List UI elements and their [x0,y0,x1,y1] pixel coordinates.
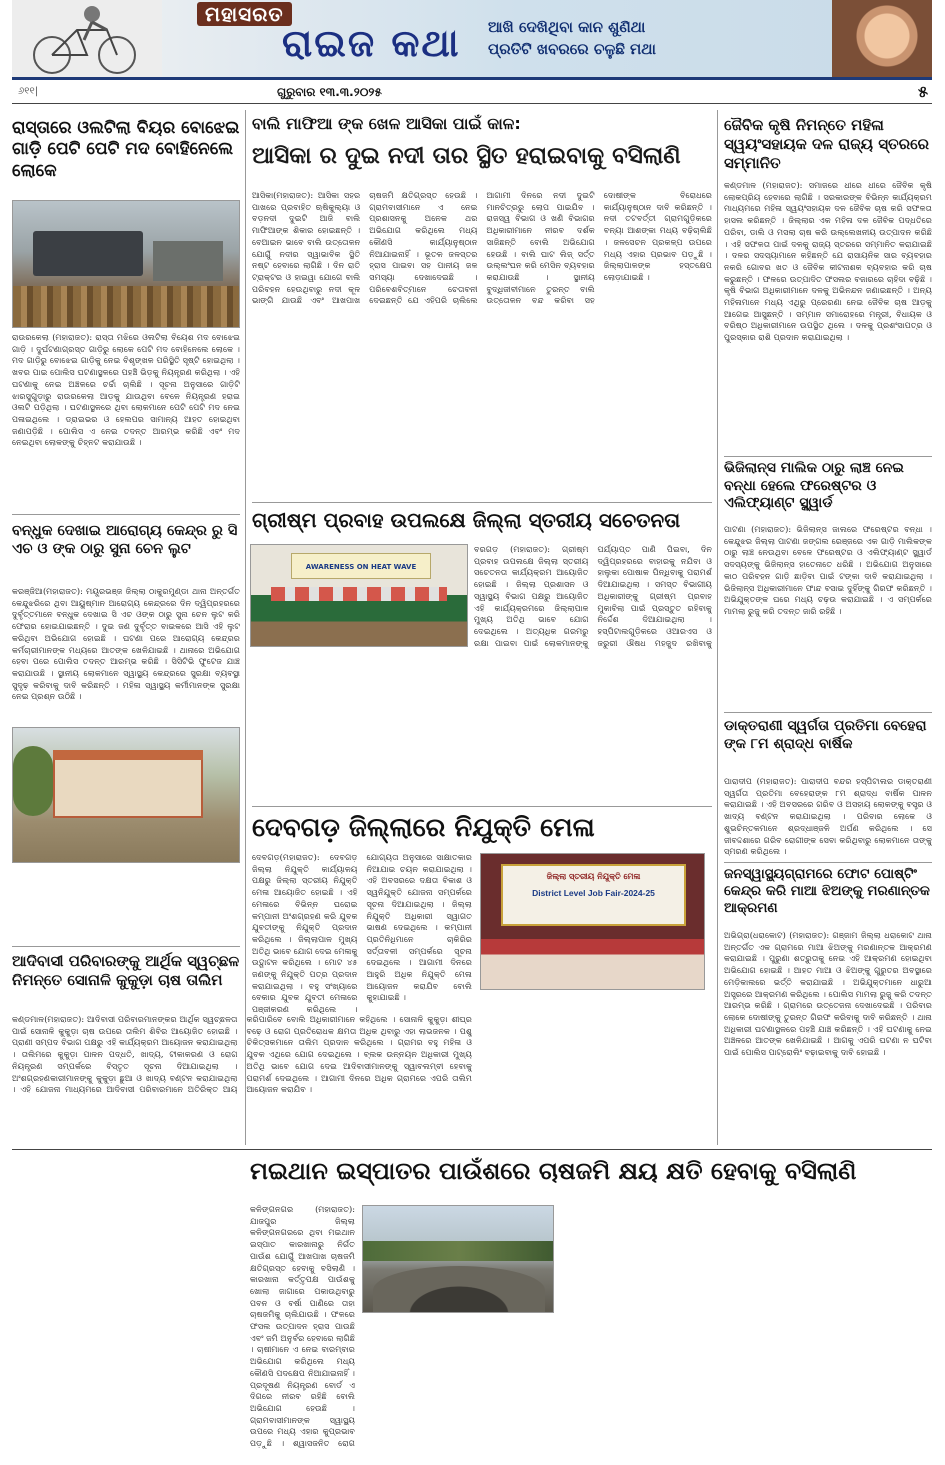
attack-headline: ଜନସ୍ୱାସ୍ଥ୍ୟଗ୍ରାମରେ ଫୋଟ ପୋଷ୍ଟିଂ କେନ୍ଦ୍ର କରି ମାଆ ଝିଅଙ୍କୁ ମରଣାନ୍ତକ ଆକ୍ରମଣ [724,866,930,916]
job-fair-body: ଦେବଗଡ଼(ମହାରାଜତ): ଦେବଗଡ଼ ଜିଲ୍ଲା ନିଯୁକ୍ତି କାର୍ଯ୍ୟାଳୟ ପକ୍ଷରୁ ଜିଲ୍ଲା ସ୍ତରୀୟ ନିଯୁକ୍ତି ମେଳା ଆୟୋଜିତ ହୋଇଛି । ଏହି ମେଳାରେ ବିଭିନ୍ନ ଘରୋଇ କମ୍ପାନୀ ଅଂଶଗ୍ରହଣ କରି ଯୁବକ ଯୁବତୀଙ୍କୁ ନିଯୁକ୍ତି ପ୍ରଦାନ କରିଥିଲେ । ଜିଲ୍ଲାପାଳ ମୁଖ୍ୟ ଅତିଥି ଭାବେ ଯୋଗ ଦେଇ ମେଳାକୁ ଉଦ୍ଘାଟନ କରିଥିଲେ । ମୋଟ ୪୫ ଜଣଙ୍କୁ ନିଯୁକ୍ତି ପତ୍ର ପ୍ରଦାନ କରାଯାଇଥିଲା । ବହୁ ସଂଖ୍ୟାରେ ବେକାର ଯୁବକ ଯୁବତୀ ମେଳାରେ ପଞ୍ଜୀକରଣ କରିଥିଲେ । ଯୋଗ୍ୟତା ଅନୁସାରେ ସାକ୍ଷାତକାର ନିଆଯାଇ ଚୟନ କରାଯାଇଥିଲା । ଏହି ଅବସରରେ ଦକ୍ଷତା ବିକାଶ ଓ ସ୍ୱନିଯୁକ୍ତି ଯୋଜନା ସମ୍ପର୍କରେ ସୂଚନା ଦିଆଯାଇଥିଲା । ଜିଲ୍ଲା ନିଯୁକ୍ତି ଅଧିକାରୀ ସ୍ୱାଗତ ଭାଷଣ ଦେଇଥିଲେ । କମ୍ପାନୀ ପ୍ରତିନିଧିମାନେ ଚାକିରିର ସର୍ତ୍ତାବଳୀ ସମ୍ପର୍କରେ ସୂଚନା ଦେଇଥିଲେ । ଆଗାମୀ ଦିନରେ ଆହୁରି ଅଧିକ ନିଯୁକ୍ତି ମେଳା ଆୟୋଜନ କରାଯିବ ବୋଲି କୁହାଯାଇଛି । [252,852,472,1015]
dateline [12,84,932,100]
job-fair-banner-english: District Level Job Fair-2024-25 [532,888,655,898]
women-shg-body: କଣ୍ଡମାଳ (ମହାରାଜତ): ସମାଜରେ ଧୀରେ ଧୀରେ ଜୈବିକ କୃଷି ଲୋକପ୍ରିୟ ହେବାରେ ଲାଗିଛି । ସରକାରଙ୍କ ବିଭିନ୍ନ କାର୍ଯ୍ୟକ୍ରମ ମାଧ୍ୟମରେ ମହିଳା ସ୍ୱୟଂସହାୟକ ଦଳ ଜୈବିକ ଚାଷ କରି ସଫଳତା ହାସଲ କରିଛନ୍ତି । ଜିଲ୍ଲାର ଏକ ମହିଳା ଦଳ ଜୈବିକ ପଦ୍ଧତିରେ ପରିବା, ଡାଲି ଓ ମସଲା ଚାଷ କରି ଉଲ୍ଲେଖନୀୟ ଉତ୍ପାଦନ କରିଛି । ଏହି ସଫଳତା ପାଇଁ ଦଳକୁ ରାଜ୍ୟ ସ୍ତରରେ ସମ୍ମାନିତ କରାଯାଇଛି । ଦଳର ସଦସ୍ୟାମାନେ କହିଛନ୍ତି ଯେ ରାସାୟନିକ ସାର ବ୍ୟବହାର ନକରି ଗୋବର ଖତ ଓ ଜୈବିକ କୀଟନାଶକ ବ୍ୟବହାର କରି ଚାଷ କରୁଛନ୍ତି । ଫଳରେ ଉତ୍ପାଦିତ ଫସଲର ବଜାରରେ ଚାହିଦା ବଢ଼ିଛି । କୃଷି ବିଭାଗ ଅଧିକାରୀମାନେ ଦଳକୁ ଅଭିନନ୍ଦନ ଜଣାଇଛନ୍ତି । ଅନ୍ୟ ମହିଳାମାନେ ମଧ୍ୟ ଏଥିରୁ ପ୍ରେରଣା ନେଇ ଜୈବିକ ଚାଷ ଆଡ଼କୁ ଆଗେଇ ଆସୁଛନ୍ତି । ସମ୍ମାନ ସମାରୋହରେ ମନ୍ତ୍ରୀ, ବିଧାୟକ ଓ ବରିଷ୍ଠ ଅଧିକାରୀମାନେ ଉପସ୍ଥିତ ଥିଲେ । ଦଳକୁ ପ୍ରଶଂସାପତ୍ର ଓ ପୁରସ୍କାର ରାଶି ପ୍ରଦାନ କରାଯାଇଥିଲା । [724,180,932,343]
masthead-brand-small: ମହାସରତ [197,2,292,26]
steel-plant-headline: ମଇଥାନ ଇସ୍ପାତର ପାଉଁଶରେ ଚାଷଜମି କ୍ଷୟ କ୍ଷତି ହେବାକୁ ବସିଲାଣି [250,1157,857,1185]
gun-loot-body: କରଞ୍ଜିଆ(ମହାରାଜତ): ମୟୂରଭଞ୍ଜ ଜିଲ୍ଲା ଠାକୁରମୁଣ୍ଡା ଥାନା ଅନ୍ତର୍ଗତ କେନ୍ଦୁଝରିରେ ଥିବା ଆୟୁଷ୍ମାନ ଆରୋଗ୍ୟ କେନ୍ଦ୍ରରେ ଦିନ ଦ୍ୱିପ୍ରହରରେ ଦୁର୍ବୃତ୍ତମାନେ ବନ୍ଧୁକ ଦେଖାଇ ସି ଏଚ ଓଙ୍କ ଠାରୁ ସୁନା ଚେନ ଲୁଟ କରି ଫେରାର ହୋଇଯାଇଛନ୍ତି । ଦୁଇ ଜଣ ଦୁର୍ବୃତ୍ତ ବାଇକରେ ଆସି ଏହି ଲୁଟ କରିଥିବା ଅଭିଯୋଗ ହୋଇଛି । ଘଟଣା ପରେ ଆରୋଗ୍ୟ କେନ୍ଦ୍ରର କର୍ମଚାରୀମାନଙ୍କ ମଧ୍ୟରେ ଆତଙ୍କ ଖେଳିଯାଇଛି । ଥାନାରେ ଅଭିଯୋଗ ହେବା ପରେ ପୋଲିସ ତଦନ୍ତ ଆରମ୍ଭ କରିଛି । ସିସିଟିଭି ଫୁଟେଜ ଯାଞ୍ଚ କରାଯାଉଛି । ସ୍ଥାନୀୟ ଲୋକମାନେ ସ୍ୱାସ୍ଥ୍ୟ କେନ୍ଦ୍ରରେ ସୁରକ୍ଷା ବ୍ୟବସ୍ଥା ସୁଦୃଢ଼ କରିବାକୁ ଦାବି କରିଛନ୍ତି । ମହିଳା ସ୍ୱାସ୍ଥ୍ୟ କର୍ମୀମାନଙ୍କ ସୁରକ୍ଷା ନେଇ ପ୍ରଶ୍ନ ଉଠିଛି । [12,586,240,702]
thakurani-headline: ଡାକ୍ତରାଣୀ ସ୍ୱର୍ଗତା ପ୍ରତିମା ବେହେରା ଙ୍କ ୮ମ ଶ୍ରାଦ୍ଧ ବାର୍ଷିକ [724,718,927,752]
job-fair-body-cont [480,995,712,1145]
forester-bribe-headline: ଭିଜିଲାନ୍ସ ମାଲିକ ଠାରୁ ଲାଞ୍ଚ ନେଇ ବନ୍ଧା ହେଲେ ଫରେଷ୍ଟର ଓ ଏଲିଫ୍ୟାଣ୍ଟ ସ୍କ୍ୱାର୍ଡ [724,460,904,511]
steel-plant-body-cont-2 [560,1204,708,1314]
women-shg-headline: ଜୈବିକ କୃଷି ନିମନ୍ତେ ମହିଳା ସ୍ୱୟଂସହାୟକ ଦଳ ରାଜ୍ୟ ସ୍ତରରେ ସମ୍ମାନିତ [724,116,929,172]
steel-plant-body: କଳିଙ୍ଗନଗର (ମହାରାଜତ): ଯାଜପୁର ଜିଲ୍ଲା କଳିଙ୍ଗନଗରରେ ଥିବା ମଇଥାନ ଇସ୍ପାତ କାରଖାନାରୁ ନିର୍ଗତ ପାଉଁଶ ଯୋଗୁଁ ଆଖପାଖ ଚାଷଜମି କ୍ଷତିଗ୍ରସ୍ତ ହେବାକୁ ବସିଲାଣି । କାରଖାନା କର୍ତ୍ତୃପକ୍ଷ ପାଉଁଶକୁ ଖୋଲା ଜାଗାରେ ପକାଉଥିବାରୁ ପବନ ଓ ବର୍ଷା ପାଣିରେ ତାହା ଚାଷଜମିକୁ ଚାଲିଯାଉଛି । ଫଳରେ ଫସଲ ଉତ୍ପାଦନ ହ୍ରାସ ପାଉଛି ଏବଂ ଜମି ଅନୁର୍ବର ହେବାରେ ଲାଗିଛି । ଚାଷୀମାନେ ଏ ନେଇ ବାରମ୍ବାର ଅଭିଯୋଗ କରିଥିଲେ ମଧ୍ୟ କୌଣସି ପଦକ୍ଷେପ ନିଆଯାଇନାହିଁ । ପ୍ରଦୂଷଣ ନିୟନ୍ତ୍ରଣ ବୋର୍ଡ ଏ ଦିଗରେ ନୀରବ ରହିଛି ବୋଲି ଅଭିଯୋଗ ହେଉଛି । ଗ୍ରାମବାସୀମାନଙ୍କ ସ୍ୱାସ୍ଥ୍ୟ ଉପରେ ମଧ୍ୟ ଏହାର କୁପ୍ରଭାବ ପଡ଼ୁଛି । ଶ୍ୱାସଜନିତ ରୋଗ [250,1204,355,1449]
gun-loot-body-cont [12,866,240,948]
beer-truck-headline: ରାସ୍ତାରେ ଓଲଟିଲା ବିୟର ବୋଝେଇ ଗାଡ଼ି ପେଟି ପେଟି ମଦ ବୋହିନେଲେ ଲୋକେ [12,118,240,181]
job-fair-banner-odia: ଜିଲ୍ଲା ସ୍ତରୀୟ ନିଯୁକ୍ତି ମେଳା [546,872,641,881]
issue-date: ଗୁରୁବାର ୧୩.୩.୨୦୨୫ [277,85,382,99]
ash-dump-photo [362,1205,554,1313]
gun-loot-headline: ବନ୍ଧୁକ ଦେଖାଇ ଆରୋଗ୍ୟ କେନ୍ଦ୍ର ରୁ ସି ଏଚ ଓ ଙ୍କ ଠାରୁ ସୁନା ଚେନ ଲୁଟ [12,523,238,558]
masthead-tagline-2: ପ୍ରତିଟି ଖବରରେ ଚଳୁଛି ମଥା [488,40,656,58]
divider [12,514,240,515]
tribal-poultry-body-cont [12,1150,240,1450]
divider [724,456,932,457]
forester-bribe-body: ପାଟଣା (ମହାରାଜତ): ଭିଜିଲାନ୍ସ ଜାଲରେ ଫରେଷ୍ଟର ବନ୍ଧା । କେନ୍ଦୁଝର ଜିଲ୍ଲା ପାଟଣା ଜଙ୍ଗଲ ରେଞ୍ଜରେ ଏକ ଗାଡ଼ି ମାଲିକଙ୍କ ଠାରୁ ଲାଞ୍ଚ ନେଉଥିବା ବେଳେ ଫରେଷ୍ଟର ଓ ଏଲିଫ୍ୟାଣ୍ଟ ସ୍କ୍ୱାର୍ଡ ସଦସ୍ୟଙ୍କୁ ଭିଜିଲାନ୍ସ ହାତେନାତେ ଧରିଛି । ଅଭିଯୋଗ ଅନୁସାରେ କାଠ ପରିବହନ ଗାଡ଼ି ଛାଡ଼ିବା ପାଇଁ ଟଙ୍କା ଦାବି କରାଯାଇଥିଲା । ଭିଜିଲାନ୍ସ ଅଧିକାରୀମାନେ ଫାନ୍ଦ ବସାଇ ଦୁହିଁଙ୍କୁ ଗିରଫ କରିଛନ୍ତି । ଅଭିଯୁକ୍ତଙ୍କ ଘରେ ମଧ୍ୟ ଚଢ଼ଉ କରାଯାଇଛି । ଏ ସମ୍ପର୍କରେ ମାମଲା ରୁଜୁ କରି ତଦନ୍ତ ଜାରି ରହିଛି । [724,524,932,616]
attack-body: ଅଭିଗ୍ରା(ଧରାକୋଟ) (ମହାରାଜତ): ଗଞ୍ଜାମ ଜିଲ୍ଲା ଧରାକୋଟ ଥାନା ଅନ୍ତର୍ଗତ ଏକ ଗ୍ରାମରେ ମାଆ ଝିଅଙ୍କୁ ମରଣାନ୍ତକ ଆକ୍ରମଣ କରାଯାଇଛି । ପୁରୁଣା ଶତ୍ରୁତାକୁ ନେଇ ଏହି ଆକ୍ରମଣ ହୋଇଥିବା ଅଭିଯୋଗ ହୋଇଛି । ଆହତ ମାଆ ଓ ଝିଅଙ୍କୁ ଗୁରୁତର ଅବସ୍ଥାରେ ମେଡ଼ିକାଲରେ ଭର୍ତ୍ତି କରାଯାଇଛି । ଅଭିଯୁକ୍ତମାନେ ଧାରୁଆ ଅସ୍ତ୍ରରେ ଆକ୍ରମଣ କରିଥିଲେ । ପୋଲିସ ମାମଲା ରୁଜୁ କରି ତଦନ୍ତ ଆରମ୍ଭ କରିଛି । ଗ୍ରାମରେ ଉତ୍ତେଜନା ଦେଖାଦେଇଛି । ପରିବାର ଲୋକେ ଦୋଷୀଙ୍କୁ ତୁରନ୍ତ ଗିରଫ କରିବାକୁ ଦାବି କରିଛନ୍ତି । ଥାନା ଅଧିକାରୀ ଘଟଣାସ୍ଥଳରେ ପହଞ୍ଚି ଯାଞ୍ଚ କରିଛନ୍ତି । ଏହି ଘଟଣାକୁ ନେଇ ଅଞ୍ଚଳରେ ଆତଙ୍କ ଖେଳିଯାଇଛି । ଆଗକୁ ଏପରି ଘଟଣା ନ ଘଟିବା ପାଇଁ ପୋଲିସ ପାଟ୍ରୋଲିଂ ବଢ଼ାଇବାକୁ ଦାବି ହୋଇଛି । [724,930,932,1058]
sand-mafia-body: ଆସିକା(ମହାରାଜତ): ଆସିକା ସହର ପାଖରେ ପ୍ରବାହିତ ଋଷିକୁଲ୍ୟା ଓ ବଡ଼ନଦୀ ଦୁଇଟି ଆଜି ବାଲି ମାଫିଆଙ୍କ ଶିକାର ହୋଇଛନ୍ତି । ବେଆଇନ ଭାବେ ବାଲି ଉତ୍ତୋଳନ ଯୋଗୁଁ ନଦୀର ସ୍ୱାଭାବିକ ସ୍ଥିତି ନଷ୍ଟ ହେବାରେ ଲାଗିଛି । ଦିନ ରାତି ଟ୍ରାକ୍ଟର ଓ ହାଇୱା ଯୋଗେ ବାଲି ପରିବହନ ହେଉଥିବାରୁ ନଦୀ କୂଳ ଭାଙ୍ଗି ଯାଉଛି ଏବଂ ଆଖପାଖ ଚାଷଜମି କ୍ଷତିଗ୍ରସ୍ତ ହେଉଛି । ଗ୍ରାମବାସୀମାନେ ଏ ନେଇ ପ୍ରଶାସନକୁ ଅନେକ ଥର ଅଭିଯୋଗ କରିଥିଲେ ମଧ୍ୟ କୌଣସି କାର୍ଯ୍ୟାନୁଷ୍ଠାନ ନିଆଯାଇନାହିଁ । ଭୂତଳ ଜଳସ୍ତର ହ୍ରାସ ପାଇବା ସହ ପାନୀୟ ଜଳ ସମସ୍ୟା ଦେଖାଦେଇଛି । ପରିବେଶବିତ୍ମାନେ ଚେତାବନୀ ଦେଇଛନ୍ତି ଯେ ଏହିପରି ଚାଲିଲେ ଆଗାମୀ ଦିନରେ ନଦୀ ଦୁଇଟି ମାନଚିତ୍ରରୁ ଲୋପ ପାଇଯିବ । ରାଜସ୍ୱ ବିଭାଗ ଓ ଖଣି ବିଭାଗର ଅଧିକାରୀମାନେ ନୀରବ ଦର୍ଶକ ସାଜିଛନ୍ତି ବୋଲି ଅଭିଯୋଗ ହେଉଛି । ବାଲି ଘାଟ ଲିଜ୍ ସର୍ତ୍ତ ଉଲ୍ଲଂଘନ କରି ମେସିନ ବ୍ୟବହାର କରାଯାଉଛି । ସ୍ଥାନୀୟ ବୁଦ୍ଧିଜୀବୀମାନେ ତୁରନ୍ତ ବାଲି ଉତ୍ତୋଳନ ବନ୍ଦ କରିବା ସହ ଦୋଷୀଙ୍କ ବିରୋଧରେ କାର୍ଯ୍ୟାନୁଷ୍ଠାନ ଦାବି କରିଛନ୍ତି । ନଦୀ ତଟବର୍ତ୍ତୀ ଗ୍ରାମଗୁଡ଼ିକରେ ବନ୍ୟା ଆଶଙ୍କା ମଧ୍ୟ ବଢ଼ିଚାଲିଛି । ଜଳସେଚନ ପ୍ରକଳ୍ପ ଉପରେ ମଧ୍ୟ ଏହାର ପ୍ରଭାବ ପଡ଼ୁଛି । ଜିଲ୍ଲାପାଳଙ୍କ ହସ୍ତକ୍ଷେପ ଲୋଡ଼ାଯାଇଛି । [252,190,712,306]
masthead-tagline-1: ଆଖି ଦେଖିଥିବା କାନ ଶୁଣିଥା [488,18,646,36]
beer-truck-body: ରାଉରକେଲା (ମହାରାଜତ): ରାସ୍ତା ମଝିରେ ଓଲଟିଲା ବିୟେଶ ମଦ ବୋଝେଇ ଗାଡ଼ି । ଦୁର୍ଘଟଣାଗ୍ରସ୍ତ ଗାଡ଼ିରୁ ଲୋକେ ପେଟି ମଦ ବୋହିନେଲେ ଲୋକେ । ମଦ ଗାଡ଼ିରୁ ବୋଝେଇ ଗାଡ଼ିକୁ ନେଇ ବିଶୃଙ୍ଖଳ ପରିସ୍ଥିତି ସୃଷ୍ଟି ହୋଇଥିଲା । ଖବର ପାଇ ପୋଲିସ ଘଟଣାସ୍ଥଳରେ ପହଞ୍ଚି ଭିଡ଼କୁ ନିୟନ୍ତ୍ରଣ କରିଥିଲା । ଏହି ଘଟଣାକୁ ନେଇ ଅଞ୍ଚଳରେ ଚର୍ଚ୍ଚା ଚାଲିଛି । ସୂଚନା ଅନୁସାରେ ଗାଡ଼ିଟି ଝାରସୁଗୁଡ଼ାରୁ ରାଉରକେଲା ଆଡ଼କୁ ଯାଉଥିବା ବେଳେ ନିୟନ୍ତ୍ରଣ ହରାଇ ଓଲଟି ପଡ଼ିଥିଲା । ଘଟଣାସ୍ଥଳରେ ଥିବା ଲୋକମାନେ ପେଟି ପେଟି ମଦ ନେଇ ପଳାଇଥିଲେ । ଡ୍ରାଇଭର ଓ ହେଲପର ସାମାନ୍ୟ ଆହତ ହୋଇଥିବା ଜଣାପଡ଼ିଛି । ପୋଲିସ ଏ ନେଇ ତଦନ୍ତ ଆରମ୍ଭ କରିଛି ଏବଂ ମଦ ନେଇଥିବା ଲୋକଙ୍କୁ ଚିହ୍ନଟ କରାଯାଉଛି । [12,332,240,448]
job-fair-headline: ଦେବଗଡ଼ ଜିଲ୍ଲାରେ ନିଯୁକ୍ତି ମେଳା [252,813,595,843]
column-divider [717,110,718,1145]
divider [252,502,712,503]
column-divider [245,110,246,1145]
child-portrait-image [832,0,932,80]
masthead [12,0,932,80]
divider [252,806,712,807]
tribal-poultry-headline: ଆଦିବାସୀ ପରିବାରଙ୍କୁ ଆର୍ଥିକ ସ୍ୱଚ୍ଛଳ ନିମନ୍ତେ ସୋନାଳି କୁକୁଡ଼ା ଚାଷ ତାଲିମ [12,952,240,989]
divider [12,946,240,947]
masthead-brand-title: ରାଇଜ କଥା [282,20,461,65]
bicycle-sketch-image [12,0,162,80]
steel-plant-body-cont-3 [716,1204,932,1450]
steel-plant-body-cont [362,1318,708,1450]
beer-truck-photo [12,200,240,328]
health-centre-photo [12,727,240,863]
summer-heat-body: ବରଗଡ଼ (ମହାରାଜତ): ଗ୍ରୀଷ୍ମ ପ୍ରବାହ ଉପଲକ୍ଷେ ଜିଲ୍ଲା ସ୍ତରୀୟ ସଚେତନତା କାର୍ଯ୍ୟକ୍ରମ ଆୟୋଜିତ ହୋଇଛି । ଜିଲ୍ଲା ପ୍ରଶାସନ ଓ ସ୍ୱାସ୍ଥ୍ୟ ବିଭାଗ ପକ୍ଷରୁ ଆୟୋଜିତ ଏହି କାର୍ଯ୍ୟକ୍ରମରେ ଜିଲ୍ଲାପାଳ ମୁଖ୍ୟ ଅତିଥି ଭାବେ ଯୋଗ ଦେଇଥିଲେ । ଅତ୍ୟଧିକ ଗରମରୁ ରକ୍ଷା ପାଇବା ପାଇଁ ଲୋକମାନଙ୍କୁ ପର୍ଯ୍ୟାପ୍ତ ପାଣି ପିଇବା, ଦିନ ଦ୍ୱିପ୍ରହରରେ ବାହାରକୁ ନଯିବା ଓ ହାଲୁକା ପୋଷାକ ପିନ୍ଧିବାକୁ ପରାମର୍ଶ ଦିଆଯାଇଥିଲା । ସମସ୍ତ ବିଭାଗୀୟ ଅଧିକାରୀଙ୍କୁ ଗ୍ରୀଷ୍ମ ପ୍ରବାହ ମୁକାବିଲା ପାଇଁ ପ୍ରସ୍ତୁତ ରହିବାକୁ ନିର୍ଦ୍ଦେଶ ଦିଆଯାଇଥିଲା । ହସ୍ପିଟାଲଗୁଡ଼ିକରେ ଓଆରଏସ ଓ ଜରୁରୀ ଔଷଧ ମହଜୁଦ ରଖିବାକୁ [474,544,712,648]
sand-mafia-kicker: ବାଲି ମାଫିଆ ଙ୍କ ଖେଳ ଆସିକା ପାଇଁ କାଳ: [252,114,521,133]
divider [724,712,932,713]
heatwave-banner: AWARENESS ON HEAT WAVE [291,553,431,579]
page-number: ୫ [918,82,928,101]
heatwave-meeting-photo [250,544,468,647]
tribal-poultry-body: କଣ୍ଡମାଳ(ମହାରାଜତ): ଆଦିବାସୀ ପରିବାରମାନଙ୍କର ଆର୍ଥିକ ସ୍ୱଚ୍ଛଳତା ପାଇଁ ସୋନାଳି କୁକୁଡ଼ା ଚାଷ ଉପରେ ତାଲିମ ଶିବିର ଆୟୋଜିତ ହୋଇଛି । ପ୍ରାଣୀ ସମ୍ପଦ ବିଭାଗ ପକ୍ଷରୁ ଏହି କାର୍ଯ୍ୟକ୍ରମ ଆୟୋଜନ କରାଯାଇଥିଲା । ତାଲିମରେ କୁକୁଡ଼ା ପାଳନ ପଦ୍ଧତି, ଖାଦ୍ୟ, ଟୀକାକରଣ ଓ ରୋଗ ନିୟନ୍ତ୍ରଣ ସମ୍ପର୍କରେ ବିସ୍ତୃତ ସୂଚନା ଦିଆଯାଇଥିଲା । ଅଂଶଗ୍ରହଣକାରୀମାନଙ୍କୁ କୁକୁଡ଼ା ଛୁଆ ଓ ଖାଦ୍ୟ ବଣ୍ଟନ କରାଯାଇଥିଲା । ଏହି ଯୋଜନା ମାଧ୍ୟମରେ ଆଦିବାସୀ ପରିବାରମାନେ ଅତିରିକ୍ତ ଆୟ କରିପାରିବେ ବୋଲି ଅଧିକାରୀମାନେ କହିଥିଲେ । ସୋନାଳି କୁକୁଡ଼ା ଶୀଘ୍ର ବଢ଼େ ଓ ରୋଗ ପ୍ରତିରୋଧକ କ୍ଷମତା ଅଧିକ ଥିବାରୁ ଏହା ଲାଭଜନକ । ପଶୁ ଚିକିତ୍ସକମାନେ ତାଲିମ ପ୍ରଦାନ କରିଥିଲେ । ଗ୍ରାମର ବହୁ ମହିଳା ଓ ଯୁବକ ଏଥିରେ ଯୋଗ ଦେଇଥିଲେ । ବ୍ଲକ ଉନ୍ନୟନ ଅଧିକାରୀ ମୁଖ୍ୟ ଅତିଥି ଭାବେ ଯୋଗ ଦେଇ ଆଦିବାସୀମାନଙ୍କୁ ସ୍ୱାବଲମ୍ବୀ ହେବାକୁ ପରାମର୍ଶ ଦେଇଥିଲେ । ଆଗାମୀ ଦିନରେ ଅଧିକ ଗ୍ରାମରେ ଏପରି ତାଲିମ ଆୟୋଜନ କରାଯିବ । [12,1014,472,1095]
divider [724,862,932,863]
page-code: ୬୧୧| [18,86,39,97]
top-divider [12,103,932,104]
summer-heat-headline: ଗ୍ରୀଷ୍ମ ପ୍ରବାହ ଉପଲକ୍ଷେ ଜିଲ୍ଲା ସ୍ତରୀୟ ସଚେତନତା [252,508,681,532]
sand-mafia-headline: ଆସିକା ର ଦୁଇ ନଦୀ ତାର ସ୍ଥିତ ହରାଇବାକୁ ବସିଲାଣି [252,143,681,169]
job-fair-photo [480,853,705,990]
thakurani-body: ପାରାଦୀପ (ମହାରାଜତ): ପାରାଦୀପ ବନ୍ଦର ହସ୍ପିଟାଲର ଡାକ୍ତରାଣୀ ସ୍ୱର୍ଗତା ପ୍ରତିମା ବେହେରାଙ୍କ ୮ମ ଶ୍ରାଦ୍ଧ ବାର୍ଷିକ ପାଳନ କରାଯାଇଛି । ଏହି ଅବସରରେ ଗରିବ ଓ ଅସହାୟ ଲୋକଙ୍କୁ ବସ୍ତ୍ର ଓ ଖାଦ୍ୟ ବଣ୍ଟନ କରାଯାଇଥିଲା । ପରିବାର ଲୋକେ ଓ ଶୁଭଚିନ୍ତକମାନେ ଶ୍ରଦ୍ଧାଞ୍ଜଳି ଅର୍ପଣ କରିଥିଲେ । ସେ ଜୀବଦ୍ଦଶାରେ ଗରିବ ରୋଗୀଙ୍କ ସେବା କରିଥିବାରୁ ଲୋକମାନେ ତାଙ୍କୁ ସ୍ମରଣ କରିଥିଲେ । [724,776,932,857]
summer-heat-body-cont [252,652,712,800]
